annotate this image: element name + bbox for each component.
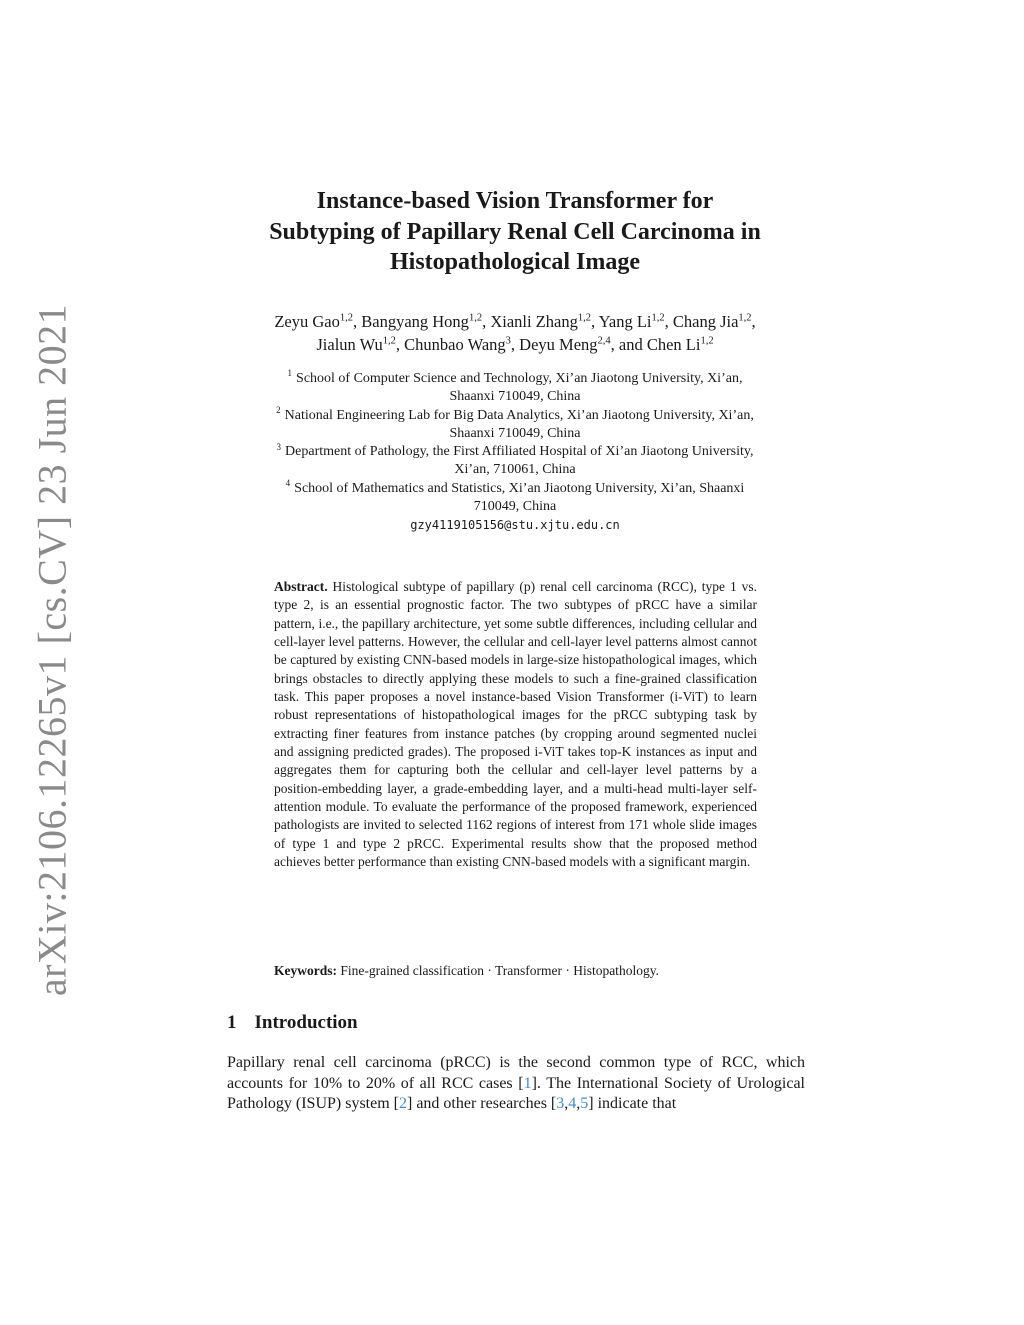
title-line: Instance-based Vision Transformer for bbox=[316, 188, 714, 214]
title-line: Histopathological Image bbox=[390, 249, 640, 275]
citation-link[interactable]: 1 bbox=[523, 1074, 532, 1092]
abstract bbox=[274, 578, 757, 872]
author: Zeyu Gao$^{1,2}$, bbox=[274, 312, 362, 331]
author: Chang Jia$^{1,2}$, bbox=[672, 312, 756, 331]
affiliation-list bbox=[200, 370, 830, 535]
abstract-text: Histological subtype of papillary (p) renal cell carcinoma (RCC), type 1 vs. type 2, is an essential prognostic factor. The two subtypes of pRCC have a similar pattern, i.e., the papillary architecture, yet some subtle differences, including cellular and cell-layer level patterns. However, the cellular and cell-layer level patterns almost cannot be captured by existing CNN-based models in large-size histopathological images, which brings obstacles to directly applying these models to such a fine-grained classification task. This paper proposes a novel instance-based Vision Transformer (i-ViT) to learn robust representations of histopathological images for the pRCC subtyping task by extracting finer features from instance patches (by cropping around segmented nuclei and assigning predicted grades). The proposed i-ViT takes top-K instances as input and aggregates them for capturing both the cellular and cell-layer level patterns by a position-embedding layer, a grade-embedding layer, and a multi-head multi-layer self-attention module. To evaluate the performance of the proposed framework, experienced pathologists are invited to selected 1162 regions of interest from 171 whole slide images of type 1 and type 2 pRCC. Experimental results show that the proposed method achieves better performance than existing CNN-based models with a significant margin. bbox=[274, 579, 758, 870]
section-number: 1 bbox=[227, 1012, 237, 1033]
keywords bbox=[274, 962, 774, 980]
section-heading bbox=[227, 1012, 358, 1034]
citation-link[interactable]: 4 bbox=[568, 1095, 577, 1112]
author: Bangyang Hong$^{1,2}$, bbox=[361, 312, 491, 331]
arxiv-identifier-stamp: arXiv:2106.12265v1 [cs.CV] 23 Jun 2021 bbox=[29, 303, 75, 997]
title-line: Subtyping of Papillary Renal Cell Carcinoma in bbox=[269, 218, 761, 245]
affiliation: $^3$ Department of Pathology, the First Affiliated Hospital of Xi’an Jiaotong University, Xi’an, 710061, China bbox=[276, 441, 754, 478]
citation-link[interactable]: 3 bbox=[556, 1095, 565, 1112]
paper-title bbox=[200, 186, 830, 278]
affiliation: $^1$ School of Computer Science and Technology, Xi’an Jiaotong University, Xi’an, Shaanxi 710049, China bbox=[287, 368, 743, 405]
citation-link[interactable]: 2 bbox=[399, 1095, 407, 1112]
author: Deyu Meng$^{2,4}$, bbox=[519, 335, 619, 354]
contact-email[interactable]: gzy4119105156@stu.xjtu.edu.cn bbox=[410, 518, 620, 533]
abstract-label: Abstract. bbox=[274, 579, 328, 594]
introduction-paragraph: Papillary renal cell carcinoma (pRCC) is the second common type of RCC, which accounts for 10% to 20% of all RCC cases [1]. The International Society of Urological Pathology (ISUP) system [2] and other researches [3,4,5] indicate that bbox=[227, 1054, 806, 1112]
author: Jialun Wu$^{1,2}$, bbox=[316, 335, 405, 354]
author: Yang Li$^{1,2}$, bbox=[598, 312, 673, 331]
keywords-label: Keywords: bbox=[274, 963, 337, 978]
author: Xianli Zhang$^{1,2}$, bbox=[490, 312, 599, 331]
keywords-text: Fine-grained classification · Transformer · Histopathology. bbox=[340, 963, 659, 978]
author: and Chen Li$^{1,2}$ bbox=[618, 335, 714, 354]
affiliation: $^4$ School of Mathematics and Statistics, Xi’an Jiaotong University, Xi’an, Shaanxi 710049, China bbox=[285, 478, 745, 515]
section-title: Introduction bbox=[254, 1012, 358, 1033]
affiliation: $^2$ National Engineering Lab for Big Data Analytics, Xi’an Jiaotong University, Xi’an, Shaanxi 710049, China bbox=[276, 404, 754, 441]
author-list bbox=[200, 310, 830, 356]
author: Chunbao Wang$^3$, bbox=[404, 335, 520, 354]
citation-link[interactable]: 5 bbox=[580, 1095, 589, 1112]
